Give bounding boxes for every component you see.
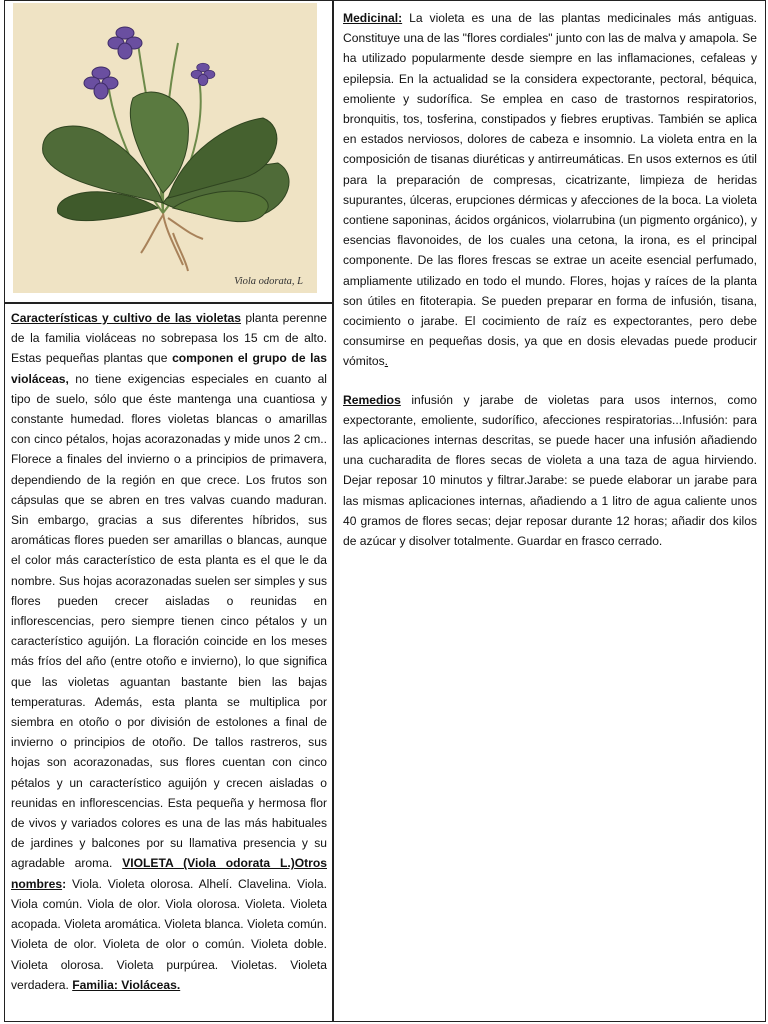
other-names-heading: Otros nombres xyxy=(11,856,327,891)
remedies-paragraph xyxy=(343,390,757,552)
leaf-drawing xyxy=(43,92,289,222)
medicinal-cell xyxy=(333,0,766,1022)
root-drawing xyxy=(141,213,203,271)
illustration-caption: Viola odorata, L xyxy=(234,276,303,287)
characteristics-text-1: planta perenne de la familia violáceas no sobrepasa los 15 cm de alto. Estas pequeñas plantas que xyxy=(11,311,327,366)
other-names-list: Viola. Violeta olorosa. Alhelí. Clavelina. Viola. Viola común. Viola de olor. Viola olorosa. Violeta. Violeta acopada. Violeta aromática. Violeta blanca. Violeta común. Violeta de olor. Violeta de olor o común. Violeta doble. Violeta olorosa. Violeta purpúrea. Violetas. Violeta verdadera. xyxy=(11,876,327,992)
remedies-text: infusión y jarabe de violetas para usos internos, como expectorante, emoliente, sudorífico, afecciones respiratorias...Infusión: para las aplicaciones internas descritas, se puede hacer una infusión añadiendo una cucharadita de flores secas de violeta a una taza de agua hirviendo. Dejar reposar 10 minutos y filtrar.Jarabe: se puede elaborar un jarabe para las mismas aplicaciones internas, añadiendo a 1 litro de agua caliente unos 40 gramos de flores secas; dejar reposar durante 12 horas; añadir dos kilos de azúcar y disolver totalmente. Guardar en frasco cerrado. xyxy=(343,392,757,549)
flower-drawing xyxy=(84,27,215,99)
violeta-heading: VIOLETA (Viola odorata L.) xyxy=(122,856,295,871)
medicinal-text: La violeta es una de las plantas medicinales más antiguas. Constituye una de las "flores cordiales" junto con las de malva y amapola. Se ha utilizado popularmente desde siempre en las inflamaciones, cefaleas y epilepsia. En la actualidad se la considera expectorante, pectoral, béquica, emoliente y sudorífica. Se emplea en caso de trastornos respiratorios, bronquitis, tos, tosferina, constipados y fiebres eruptivas. También se aplica en estados nerviosos, dolores de cabeza e insomnio. La violeta entra en la composición de tisanas diuréticas y antirreumáticas. En usos externos es útil para la preparación de compresas, cicatrizante, limpieza de heridas supurantes, úlceras, erupciones dérmicas y afecciones de la boca. La violeta contiene saponinas, ácidos orgánicos, violarrubina (un pigmento orgánico), y esencias flavonoides, de los cuales una cetona, la irona, es el principal componente. De las flores frescas se extrae un aceite esencial perfumado, ampliamente utilizado en todo el mundo. Flores, hojas y raíces de la planta son útiles en fitoterapia. Se pueden preparar en forma de infusión, tisana, cocimiento o jarabe. El cocimiento de raíz es expectorantes, pero debe consumirse en pequeñas dosis, ya que en dosis elevadas puede producir vómitos xyxy=(343,11,757,369)
characteristics-text-2: no tiene exigencias especiales en cuanto al tipo de suelo, sólo que éste mantenga una cuantiosa y constante humedad. flores violetas blancas o amarillas con cinco pétalos, hojas acorazonadas y mide unos 2 cm.. Florece a finales del invierno o a principios de primavera, dependiendo de la región en que crece. Los frutos son cápsulas que se abren en tres valvas cuando maduran. Sin embargo, gracias a sus diferentes híbridos, sus aromáticas flores pueden ser amarillas o blancas, aunque el color más característico de esta planta es el que le da nombre. Sus hojas acorazonadas suelen ser simples y sus flores pueden crecer aisladas o reunidas en inflorescencias, pero siempre tienen cinco pétalos y un característico aguijón. La floración coincide en los meses más fríos del año (entre otoño e invierno), lo que significa que las violetas aguantan bastante bien las bajas temperaturas. Además, esta planta se multiplica por siembra en otoño o por división de estolones a final de invierno o principios de otoño. De tallos rastreros, sus hojas son acorazonadas, sus flores cuentan con cinco pétalos y un característico aguijón y crecen aisladas o reunidas en inflorescencias. Esta pequeña y hermosa flor de vivos y variados colores es una de las más habituales de jardines y balcones por su llamativa presencia y su agradable aroma. xyxy=(11,371,327,871)
characteristics-heading: Características y cultivo de las violetas xyxy=(11,311,242,325)
violet-plant-drawing xyxy=(13,3,317,293)
characteristics-bold-text: componen el grupo de las violáceas, xyxy=(11,351,327,386)
medicinal-end: . xyxy=(384,354,389,369)
illustration-cell xyxy=(4,0,333,303)
medicinal-heading: Medicinal: xyxy=(343,11,403,25)
remedies-heading: Remedios xyxy=(343,392,401,407)
characteristics-paragraph xyxy=(11,308,327,995)
characteristics-cell xyxy=(4,303,333,1022)
family-label: Familia: Violáceas. xyxy=(72,977,181,992)
violet-plant-illustration xyxy=(13,3,317,293)
medicinal-paragraph xyxy=(343,8,757,372)
other-names-colon: : xyxy=(62,876,67,891)
